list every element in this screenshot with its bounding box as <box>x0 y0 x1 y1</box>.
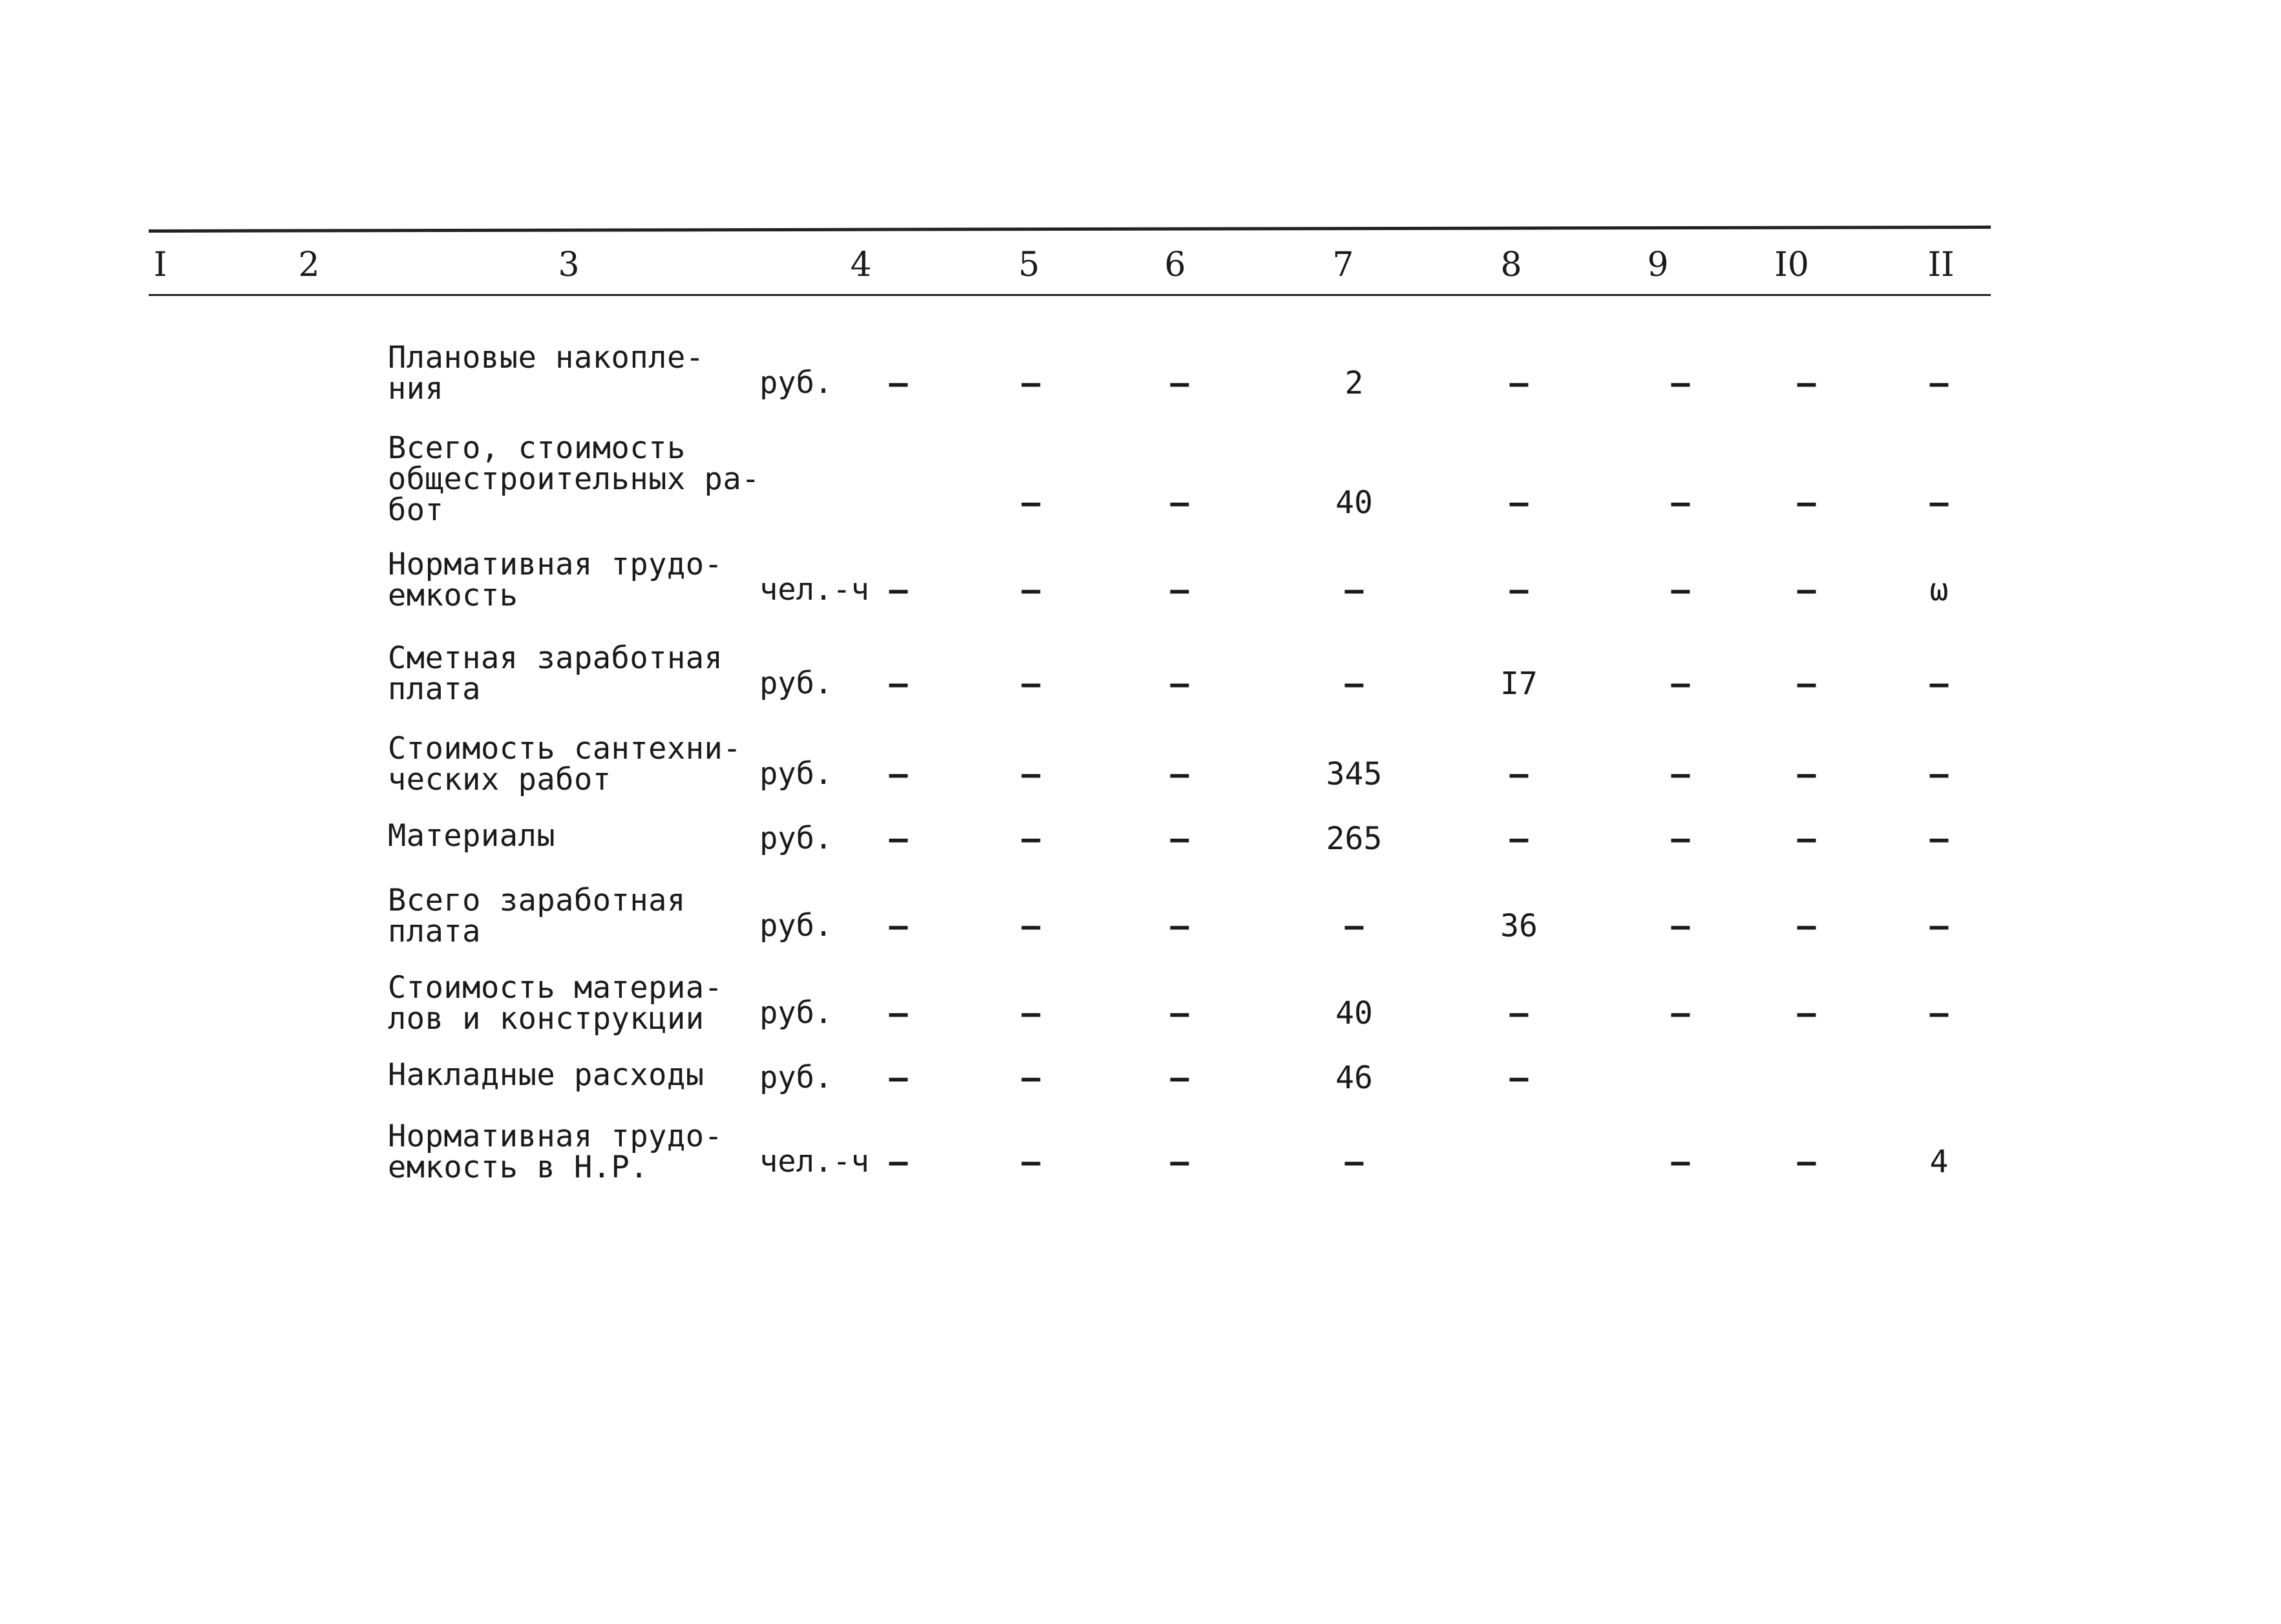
cell-col-5: – <box>1021 365 1041 401</box>
cell-col-6: – <box>1170 485 1189 521</box>
cell-col-4: – <box>889 1060 908 1096</box>
row-unit: руб. <box>759 1060 833 1095</box>
cell-col-7: – <box>1344 572 1364 608</box>
row-label: Накладные расходы <box>388 1057 705 1093</box>
cell-col-9: – <box>1671 572 1690 608</box>
cell-col-8: – <box>1509 365 1529 401</box>
cell-col-4: – <box>889 666 908 702</box>
cell-col-10: – <box>1797 485 1816 521</box>
cell-col-9: – <box>1671 908 1690 944</box>
cell-col-5: – <box>1021 1144 1041 1180</box>
row-label: Всего заработная плата <box>388 883 686 949</box>
cell-col-11: – <box>1929 908 1949 944</box>
cell-col-7: 46 <box>1335 1060 1373 1096</box>
cell-col-6: – <box>1170 666 1189 702</box>
cell-col-10: – <box>1797 908 1816 944</box>
cell-col-9: – <box>1671 365 1690 401</box>
cell-col-8: – <box>1509 995 1529 1031</box>
cell-col-5: – <box>1021 821 1041 857</box>
cell-col-4: – <box>889 1144 908 1180</box>
cell-col-4: – <box>889 365 908 401</box>
row-label: Стоимость материа- лов и конструкции <box>388 970 723 1037</box>
column-header-3: 3 <box>558 246 580 284</box>
cell-col-11: – <box>1929 821 1949 857</box>
cell-col-10: – <box>1797 572 1816 608</box>
column-header-4: 4 <box>850 246 872 284</box>
cell-col-5: – <box>1021 572 1041 608</box>
cell-col-11: – <box>1929 365 1949 401</box>
cell-col-4: – <box>889 572 908 608</box>
cell-col-5: – <box>1021 1060 1041 1096</box>
cell-col-7: – <box>1344 666 1364 702</box>
cell-col-9: – <box>1671 821 1690 857</box>
cell-col-9: – <box>1671 756 1690 792</box>
cell-col-11: – <box>1929 756 1949 792</box>
table-header-rule <box>149 294 1991 296</box>
cell-col-10: – <box>1797 995 1816 1031</box>
row-unit: чел.-ч <box>759 1144 869 1179</box>
row-label: Материалы <box>388 818 556 854</box>
cell-col-8: – <box>1509 572 1529 608</box>
cell-col-6: – <box>1170 1060 1189 1096</box>
cell-col-8: – <box>1509 1060 1529 1096</box>
cell-col-10: – <box>1797 365 1816 401</box>
cell-col-11: ω <box>1929 572 1949 608</box>
column-header-6: 6 <box>1164 246 1186 284</box>
cell-col-6: – <box>1170 365 1189 401</box>
cell-col-7: 265 <box>1326 821 1383 857</box>
cell-col-6: – <box>1170 1144 1189 1180</box>
row-unit: руб. <box>759 365 833 401</box>
column-header-8: 8 <box>1500 246 1522 284</box>
cell-col-7: 40 <box>1335 995 1373 1031</box>
cell-col-8: 36 <box>1500 908 1538 944</box>
row-label: Плановые накопле- ния <box>388 340 705 406</box>
cell-col-7: – <box>1344 908 1364 944</box>
cell-col-7: 345 <box>1326 756 1383 792</box>
column-header-2: 2 <box>298 246 320 284</box>
row-unit: руб. <box>759 995 833 1031</box>
column-header-9: 9 <box>1647 246 1669 284</box>
row-unit: чел.-ч <box>759 572 869 607</box>
cell-col-5: – <box>1021 485 1041 521</box>
row-unit: руб. <box>759 908 833 944</box>
cell-col-9: – <box>1671 666 1690 702</box>
column-header-11: II <box>1927 246 1955 284</box>
cell-col-8: – <box>1509 821 1529 857</box>
cell-col-5: – <box>1021 995 1041 1031</box>
cell-col-8: – <box>1509 756 1529 792</box>
cell-col-7: 2 <box>1344 365 1364 401</box>
cell-col-7: 40 <box>1335 485 1373 521</box>
cell-col-10: – <box>1797 821 1816 857</box>
column-header-1: I <box>153 246 167 284</box>
cell-col-11: – <box>1929 995 1949 1031</box>
row-label: Стоимость сантехни- ческих работ <box>388 731 742 797</box>
cell-col-4: – <box>889 908 908 944</box>
row-label: Всего, стоимость общестроительных ра- бот <box>388 430 760 528</box>
row-label: Сметная заработная плата <box>388 640 723 707</box>
cell-col-9: – <box>1671 485 1690 521</box>
row-unit: руб. <box>759 666 833 701</box>
cell-col-11: – <box>1929 485 1949 521</box>
table-top-rule <box>149 226 1991 233</box>
cell-col-4: – <box>889 756 908 792</box>
cell-col-5: – <box>1021 908 1041 944</box>
cell-col-6: – <box>1170 995 1189 1031</box>
cell-col-4: – <box>889 995 908 1031</box>
cell-col-6: – <box>1170 572 1189 608</box>
cell-col-9: – <box>1671 995 1690 1031</box>
cell-col-6: – <box>1170 908 1189 944</box>
cell-col-11: – <box>1929 666 1949 702</box>
cell-col-8: – <box>1509 485 1529 521</box>
cell-col-6: – <box>1170 756 1189 792</box>
cell-col-9: – <box>1671 1144 1690 1180</box>
row-unit: руб. <box>759 821 833 856</box>
cell-col-10: – <box>1797 756 1816 792</box>
cell-col-5: – <box>1021 666 1041 702</box>
cell-col-6: – <box>1170 821 1189 857</box>
cell-col-7: – <box>1344 1144 1364 1180</box>
column-header-5: 5 <box>1018 246 1040 284</box>
cell-col-4: – <box>889 821 908 857</box>
row-label: Нормативная трудо- емкость <box>388 547 723 613</box>
cell-col-10: – <box>1797 1144 1816 1180</box>
row-unit: руб. <box>759 756 833 792</box>
cell-col-11: 4 <box>1929 1144 1949 1180</box>
column-header-10: I0 <box>1774 246 1809 284</box>
cell-col-8: I7 <box>1500 666 1538 702</box>
column-header-7: 7 <box>1332 246 1354 284</box>
cell-col-5: – <box>1021 756 1041 792</box>
row-label: Нормативная трудо- емкость в Н.Р. <box>388 1119 723 1185</box>
cell-col-10: – <box>1797 666 1816 702</box>
